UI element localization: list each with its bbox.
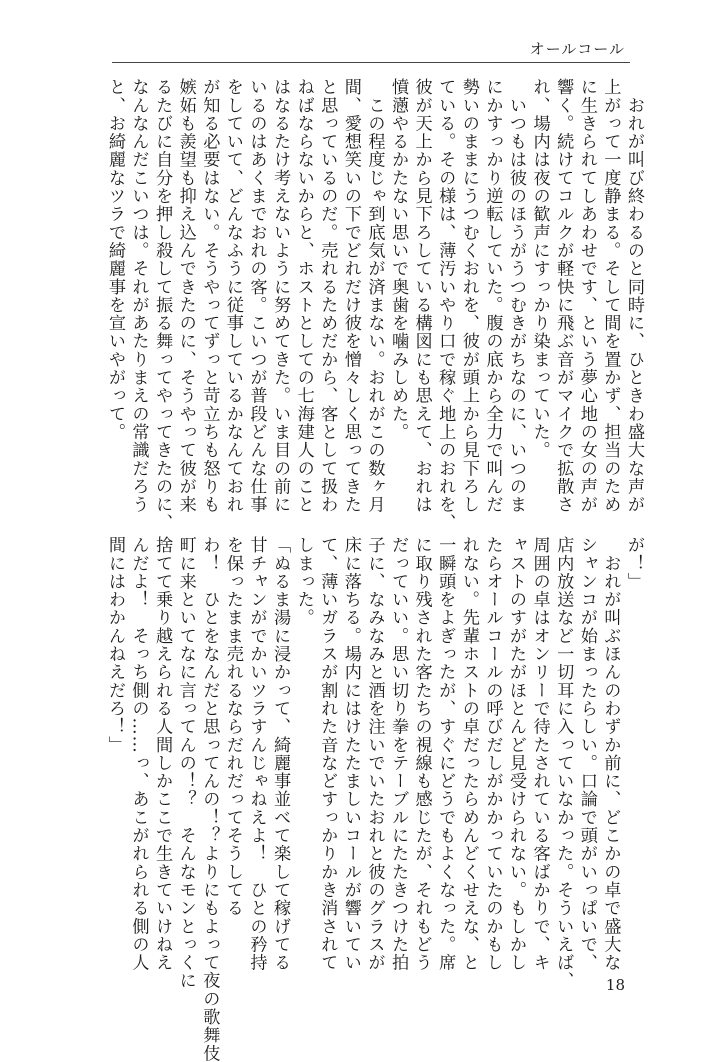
page-number: 18 bbox=[605, 976, 625, 994]
upper-text-column: おれが叫び終わるのと同時に、ひときわ盛大な声が 上がって一度静まる。そして間を置かず、担当のため に生きられてしあわせです、という夢心地の女の声が 響く。続けてコルクが軽快に飛ぶ音がマイクで拡散さ れ、場内は夜の歓声にすっかり染まっていた。 いつもは彼のほうがうつむきがちなのに、いつのま にかすっかり逆転していた。腹の底から全力で叫んだ 勢いのままにうつむくおれを、彼が頭上から見下ろし ている。その様は、薄汚いやり口で稼ぐ地上のおれを、 彼が天上から見下ろしている構図にも思えて、おれは 憤懣やるかたない思いで奥歯を噛みしめた。 この程度じゃ到底気が済まない。おれがこの数ヶ月 間、愛想笑いの下でどれだけ彼を憎々しく思ってきた と思っているのだ。売れるためだから、客として扱わ ねばならないからと、ホストとしての七海建人のこと はなるたけ考えないように努めてきた。いま目の前に いるのはあくまでおれの客。こいつが普段どんな仕事 をしていて、どんなふうに従事しているかなんておれ が知る必要はない。そうやってずっと苛立ちも怒りも 嫉妬も羨望も抑え込んできたのに、そうやって彼が来 るたびに自分を押し殺して振る舞ってやってきたのに、 なんなんだこいつは。それがあたりまえの常識だろう と、お綺麗なツラで綺麗事を宣いやがって。 bbox=[104, 78, 644, 532]
lower-text-column: が！」 おれが叫ぶほんのわずか前に、どこかの卓で盛大な シャンコが始まったらしい。口論で頭がいっぱいで、 店内放送など一切耳に入っていなかった。そういえば、 周囲の卓はオンリーで待たされている客ばかりで、キ ャストのすがたがほとんど見受けられない。もしかし たらオールコールの呼びだしがかかっていたのかもし れない。先輩ホストの卓だったらめんどくせえな、と 一瞬頭をよぎったが、すぐにどうでもよくなった。席 に取り残された客たちの視線も感じたが、それもどう だっていい。思い切り拳をテーブルにたたきつけた拍 子に、なみなみと酒を注いでいたおれと彼のグラスが 床に落ちる。場内にはけたたましいコールが響いてい て、薄いガラスが割れた音などすっかりかき消されて しまった。 「ぬるま湯に浸かって、綺麗事並べて楽して稼げてる 甘チャンがでかいツラすんじゃねえよ！ ひとの矜持 を保ったまま売れるならだれだってそうしてる わ！ ひとをなんだと思ってんの！？よりにもよって夜の歌舞伎 町に来といてなに言ってんの！？ そんなモンとっくに 捨てて乗り越えられる人間しかここで生きていけねえ んだよ！ そっち側の……っ、あこがれられる側の人 間にはわかんねえだろ！」 bbox=[104, 536, 644, 1062]
header-divider bbox=[112, 62, 630, 63]
running-header-title: オールコール bbox=[529, 40, 625, 58]
